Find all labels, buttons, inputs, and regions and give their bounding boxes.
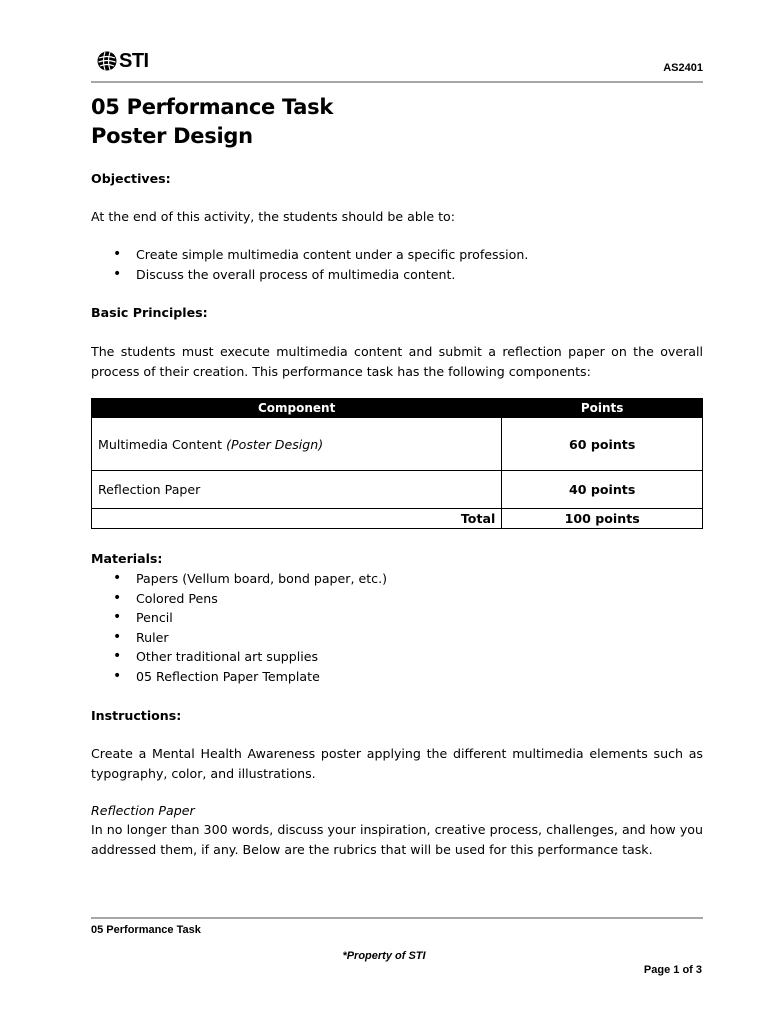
total-label: Total (92, 509, 502, 529)
points-cell: 40 points (502, 471, 703, 509)
component-name: Reflection Paper (98, 482, 201, 497)
principles-text: The students must execute multimedia content and submit a reflection paper on the overall process of their creation. This performance task has the following components: (91, 344, 703, 379)
list-item: • 05 Reflection Paper Template (91, 667, 703, 687)
title-line-2: Poster Design (91, 124, 253, 148)
total-points: 100 points (502, 509, 703, 529)
principles-heading: Basic Principles: (91, 305, 208, 320)
instructions-text: Create a Mental Health Awareness poster applying the different multimedia elements such as typography, color, and illustrations. (91, 746, 703, 781)
list-item: • Create simple multimedia content under a specific profession. (91, 245, 703, 265)
list-item: • Discuss the overall process of multimedia content. (91, 265, 703, 285)
list-item: • Colored Pens (91, 589, 703, 609)
objectives-heading: Objectives: (91, 171, 171, 186)
reflection-heading: Reflection Paper (91, 803, 195, 818)
objectives-list (91, 245, 703, 284)
component-cell (92, 471, 502, 509)
title-line-1: 05 Performance Task (91, 95, 334, 119)
table-row (92, 471, 703, 509)
table-total-row (92, 509, 703, 529)
component-cell (92, 418, 502, 471)
sti-logo (96, 48, 149, 74)
column-header-component: Component (92, 399, 502, 418)
page-header (91, 48, 703, 82)
components-table (91, 398, 703, 529)
objectives-intro: At the end of this activity, the students should be able to: (91, 209, 455, 224)
header-divider (91, 81, 703, 83)
page-title (91, 93, 333, 151)
footer-title: 05 Performance Task (91, 924, 201, 936)
logo-text: STI (119, 50, 149, 72)
list-item: • Other traditional art supplies (91, 647, 703, 667)
list-item: • Ruler (91, 628, 703, 648)
column-header-points: Points (502, 399, 703, 418)
points-cell: 60 points (502, 418, 703, 471)
list-item: • Papers (Vellum board, bond paper, etc.) (91, 569, 703, 589)
component-note: (Poster Design) (226, 436, 324, 452)
footer-divider (91, 917, 703, 919)
materials-list (91, 569, 703, 686)
materials-heading: Materials: (91, 551, 163, 566)
reflection-text: In no longer than 300 words, discuss your inspiration, creative process, challenges, and how you addressed them, if any. Below are the rubrics that will be used for this performance task. (91, 822, 703, 857)
page-number: Page 1 of 3 (643, 964, 702, 976)
footer-property-note: *Property of STI (342, 950, 426, 962)
table-row (92, 418, 703, 471)
list-item: • Pencil (91, 608, 703, 628)
globe-icon (96, 50, 118, 72)
table-header-row (92, 399, 703, 418)
instructions-heading: Instructions: (91, 708, 182, 723)
component-name: Multimedia Content (98, 436, 227, 452)
document-code: AS2401 (663, 62, 703, 74)
